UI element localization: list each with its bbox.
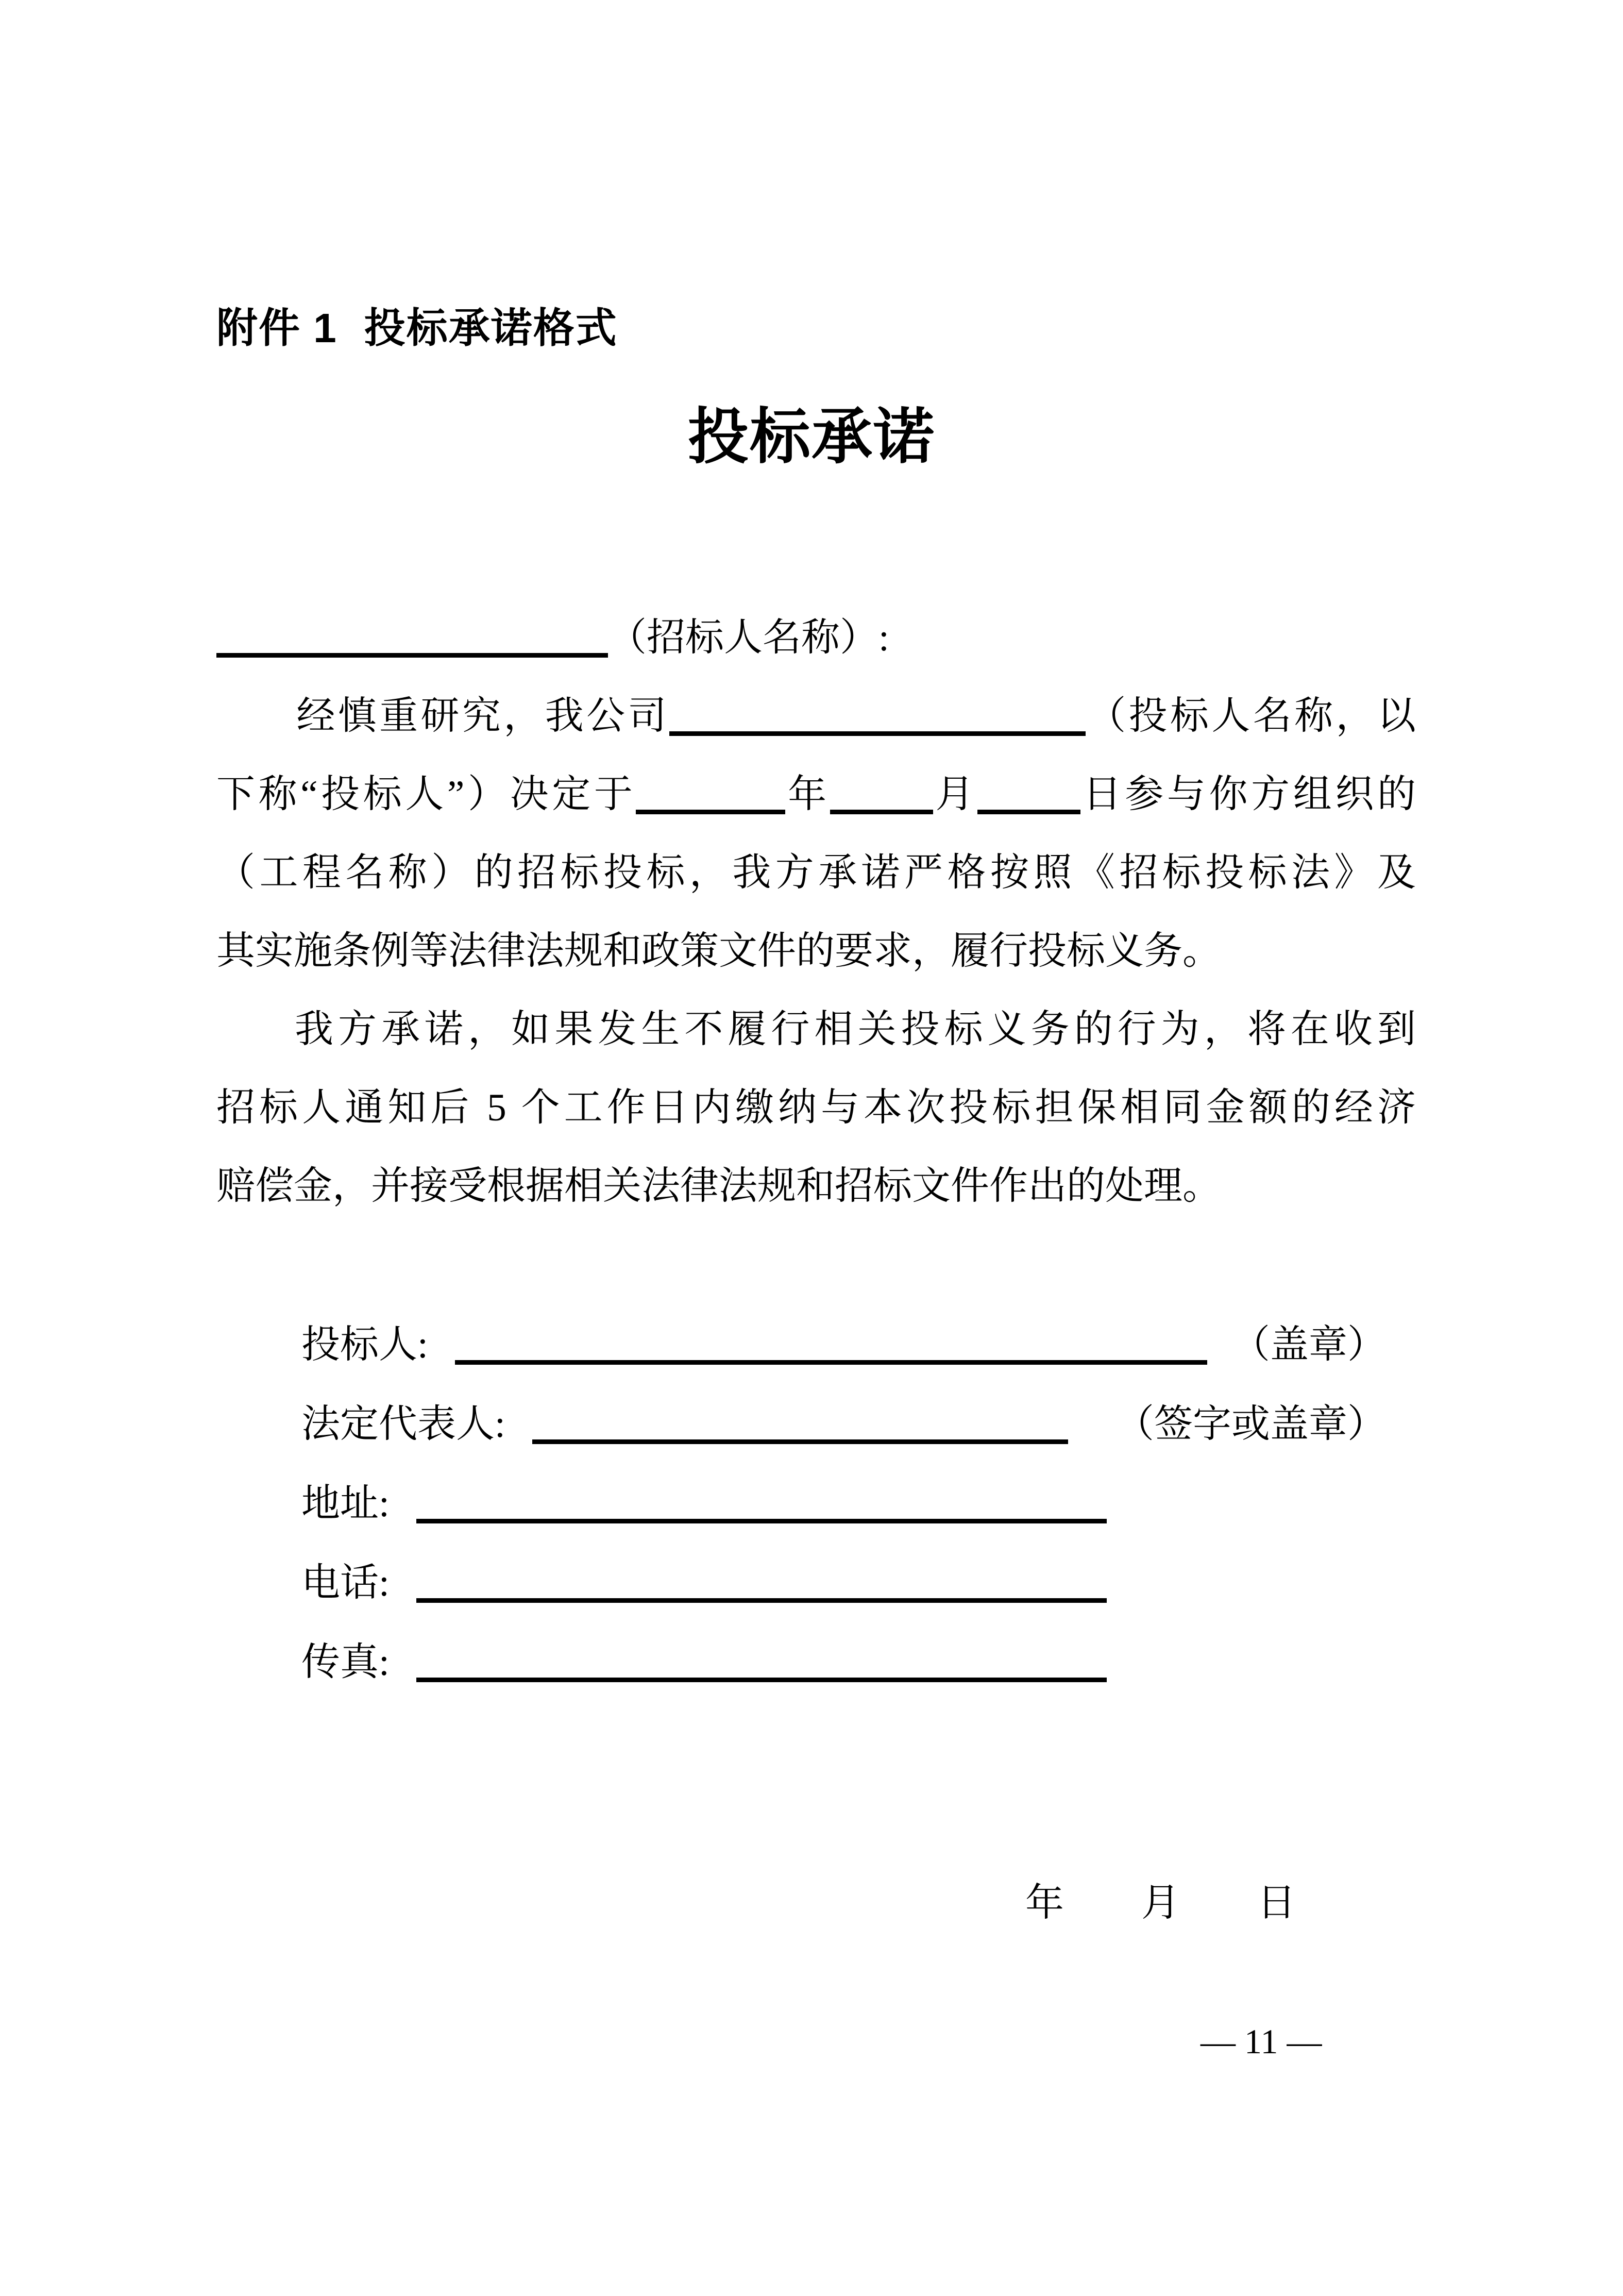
paragraph1-line4: 其实施条例等法律法规和政策文件的要求，履行投标义务。: [216, 930, 1222, 973]
phone-label: 电话:: [301, 1562, 390, 1604]
attachment-number: 附件 1: [216, 305, 337, 351]
paragraph2-line2: 招标人通知后 5 个工作日内缴纳与本次投标担保相同金额的经济: [216, 1086, 1417, 1129]
paragraph1-line3: （工程名称）的招标投标，我方承诺严格按照《招标投标法》及: [216, 851, 1417, 894]
bidder-label: 投标人:: [301, 1323, 428, 1366]
salutation-line: [216, 599, 1417, 677]
phone-row: [301, 1544, 1386, 1623]
phone-blank: [416, 1558, 1107, 1603]
attachment-heading: [216, 295, 618, 354]
paragraph1-line2: [216, 756, 1417, 834]
document-title: 投标承诺: [687, 404, 935, 471]
month-blank: [830, 769, 933, 814]
body-text: [216, 599, 1417, 1226]
paragraph1-line1: [216, 677, 1417, 756]
month-label: 月: [933, 773, 977, 816]
bidder-seal-note: （盖章）: [1231, 1323, 1386, 1366]
paragraph2-line3: 赔偿金，并接受根据相关法律法规和招标文件作出的处理。: [216, 1165, 1222, 1208]
addressee-blank: [216, 613, 608, 658]
address-label: 地址:: [301, 1482, 390, 1525]
legal-rep-seal-note: （签字或盖章）: [1115, 1403, 1386, 1446]
bidder-signature-blank: [455, 1320, 1207, 1365]
address-row: [301, 1464, 1386, 1544]
paragraph2-line1: 我方承诺，如果发生不履行相关投标义务的行为，将在收到: [295, 1008, 1417, 1051]
legal-rep-signature-blank: [532, 1399, 1068, 1444]
day-blank: [977, 769, 1080, 814]
bidder-row: [301, 1305, 1386, 1385]
paragraph1-line1-text: 经慎重研究，我公司: [295, 695, 669, 738]
legal-rep-label: 法定代表人:: [301, 1403, 505, 1446]
company-name-blank: [669, 691, 1086, 736]
attachment-heading-title: 投标承诺格式: [364, 305, 618, 351]
legal-rep-row: [301, 1385, 1386, 1464]
fax-blank: [416, 1637, 1107, 1682]
address-blank: [416, 1479, 1107, 1523]
year-blank: [636, 769, 785, 814]
paragraph1-line2-text: 下称“投标人”）决定于: [216, 773, 636, 816]
salutation-suffix: （招标人名称）:: [608, 616, 889, 659]
fax-row: [301, 1623, 1386, 1702]
fax-label: 传真:: [301, 1641, 390, 1684]
year-label: 年: [785, 773, 830, 816]
date-line: 年 月 日: [1025, 1882, 1296, 1924]
page-number: — 11 —: [1201, 2022, 1322, 2061]
signature-block: [301, 1305, 1386, 1702]
paragraph1-line2-tail: 日参与你方组织的: [1080, 773, 1417, 816]
paragraph1-line1-tail: （投标人名称，以: [1085, 695, 1417, 738]
